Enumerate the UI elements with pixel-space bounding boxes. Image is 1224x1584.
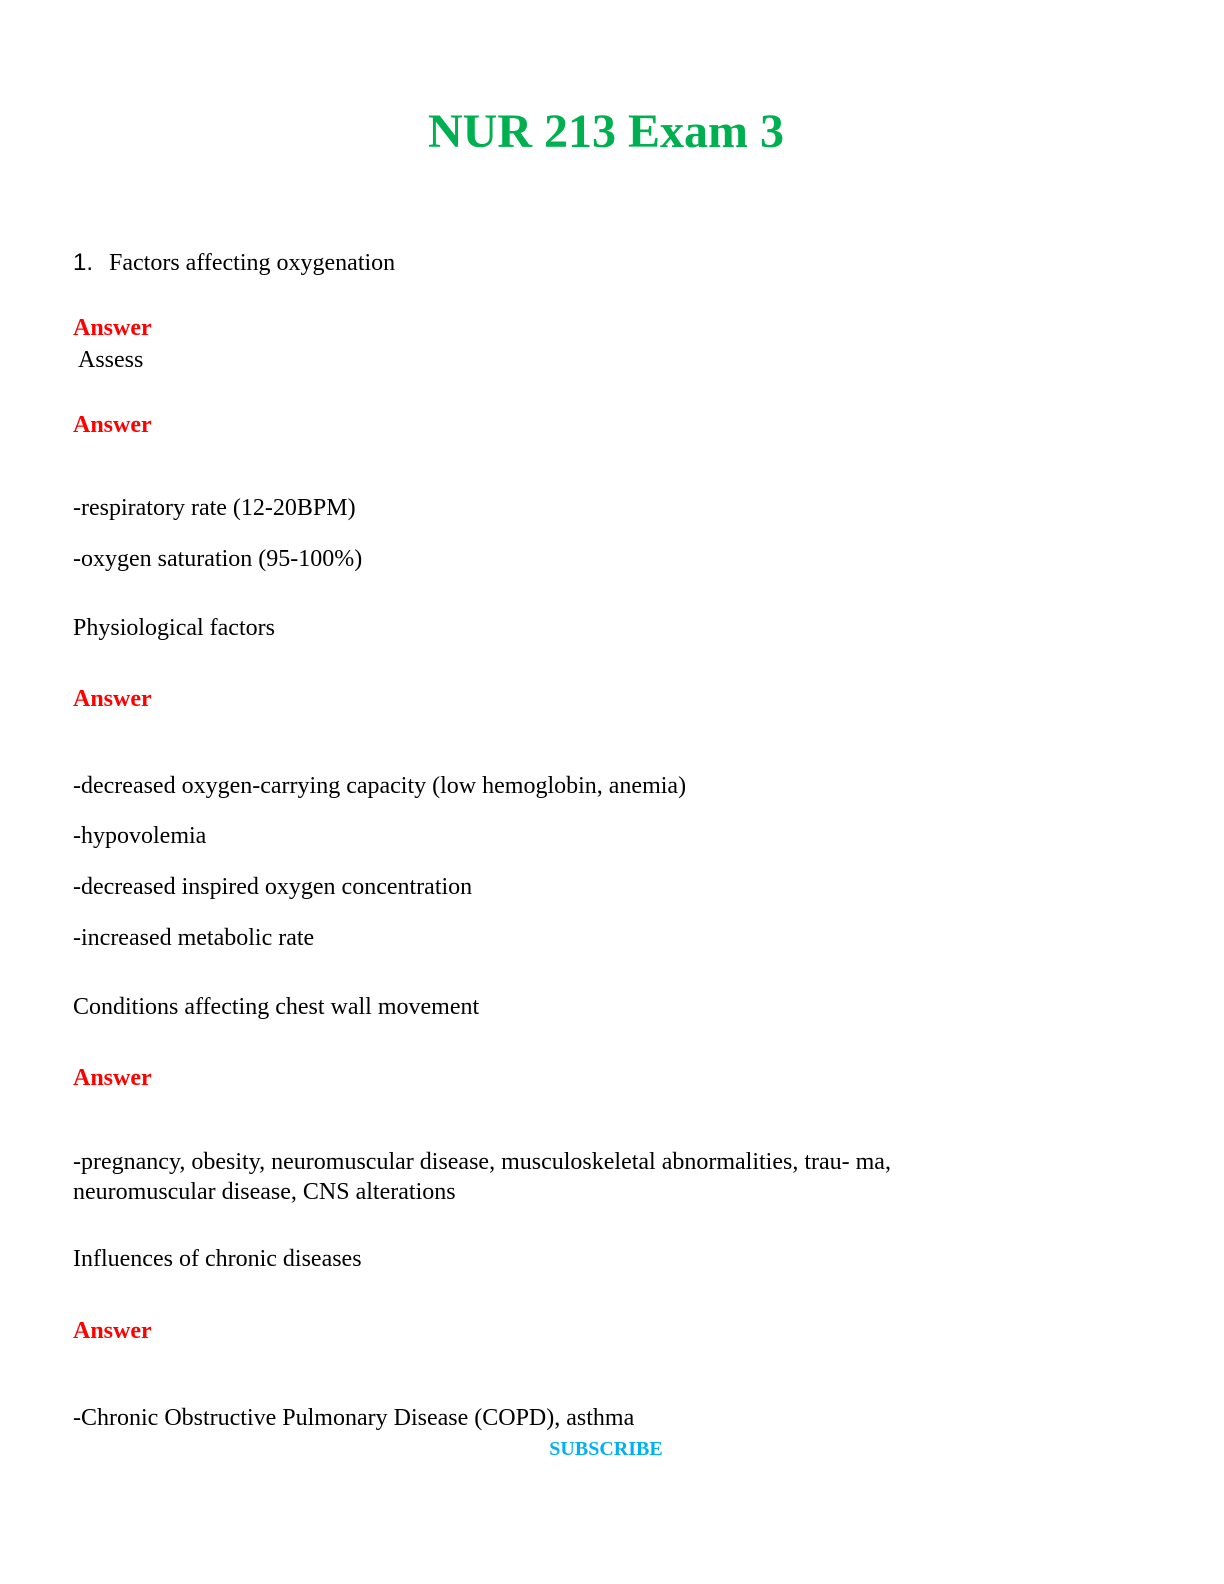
page-title: NUR 213 Exam 3: [428, 105, 784, 158]
answer-label-2: Answer: [73, 412, 152, 438]
question-text: Factors affecting oxygenation: [109, 250, 396, 276]
answer-label-3: Answer: [73, 686, 152, 712]
chronic-heading: Influences of chronic diseases: [73, 1246, 362, 1272]
chest-wall-text-line1: -pregnancy, obesity, neuromuscular disease, musculoskeletal abnormalities, trau- ma,: [73, 1149, 891, 1175]
assess-item: -respiratory rate (12-20BPM): [73, 495, 356, 521]
assess-item: -oxygen saturation (95-100%): [73, 546, 363, 572]
physiological-item: -increased metabolic rate: [73, 925, 315, 951]
assess-text: Assess: [78, 347, 144, 373]
chest-wall-text-line2: neuromuscular disease, CNS alterations: [73, 1179, 456, 1205]
physiological-item: -hypovolemia: [73, 823, 207, 849]
physiological-heading: Physiological factors: [73, 615, 275, 641]
chest-wall-heading: Conditions affecting chest wall movement: [73, 994, 480, 1020]
physiological-item: -decreased oxygen-carrying capacity (low hemoglobin, anemia): [73, 773, 687, 799]
subscribe-link[interactable]: SUBSCRIBE: [549, 1438, 663, 1460]
answer-label-5: Answer: [73, 1318, 152, 1344]
question-1: [73, 248, 395, 278]
chronic-text: -Chronic Obstructive Pulmonary Disease (COPD), asthma: [73, 1405, 635, 1431]
question-number: 1.: [73, 249, 94, 276]
answer-label-1: Answer: [73, 315, 152, 341]
physiological-item: -decreased inspired oxygen concentration: [73, 874, 473, 900]
answer-label-4: Answer: [73, 1065, 152, 1091]
